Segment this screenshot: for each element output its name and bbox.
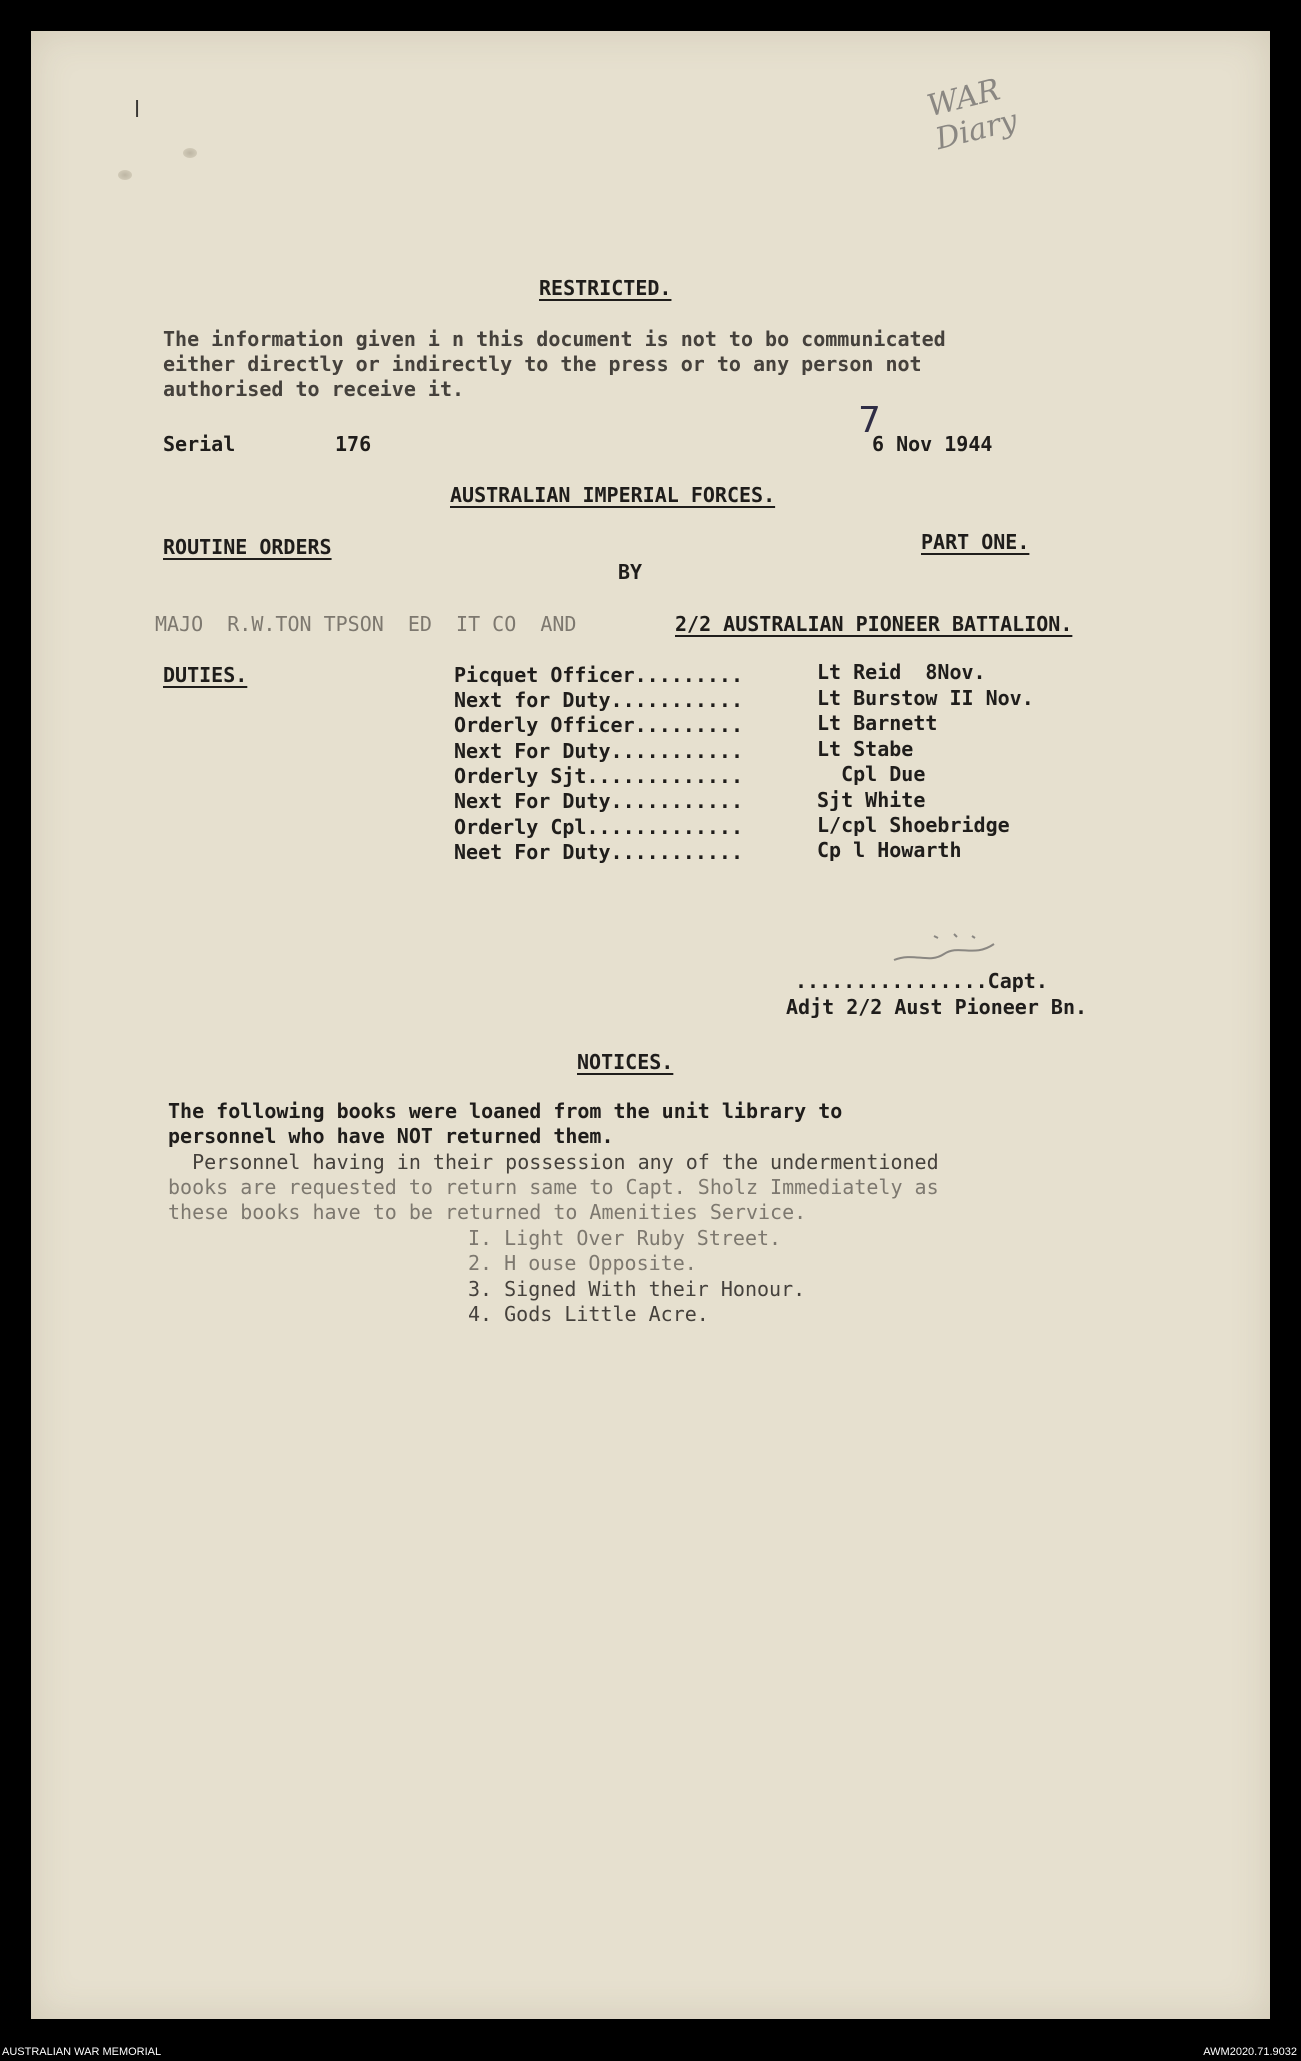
punch-hole [118, 170, 132, 180]
notices-heading: NOTICES. [577, 1050, 674, 1074]
date-correction: 7 [858, 400, 881, 441]
notice-text-line: The following books were loaned from the unit library to [168, 1099, 843, 1123]
notice-text-line: personnel who have NOT returned them. [168, 1124, 614, 1148]
duty-name: Lt Reid 8Nov. [817, 660, 986, 684]
duty-role: Next For Duty........... [454, 739, 743, 763]
footer-left: AUSTRALIAN WAR MEMORIAL [2, 2046, 162, 2058]
margin-mark: l [134, 98, 141, 123]
signature-scrawl [884, 930, 1014, 970]
book-item: 2. H ouse Opposite. [468, 1251, 697, 1275]
notice-line-1: The information given i n this document is not to bo communicated [163, 327, 946, 351]
handwritten-note-text: WAR Diary [923, 72, 1021, 158]
book-item: I. Light Over Ruby Street. [468, 1226, 782, 1250]
notice-faint-line: these books have to be returned to Amenities Service. [168, 1200, 807, 1224]
serial-label: Serial [163, 432, 236, 456]
duty-name: Lt Stabe [817, 737, 914, 761]
signature-line: ................Capt. [795, 969, 1048, 993]
signature-title: Adjt 2/2 Aust Pioneer Bn. [786, 995, 1088, 1019]
duty-name: Cpl Due [817, 762, 926, 786]
restricted-heading: RESTRICTED. [539, 276, 672, 300]
notice-faint-line: Personnel having in their possession any of the undermentioned [168, 1150, 939, 1174]
book-item: 4. Gods Little Acre. [468, 1302, 709, 1326]
footer-right: AWM2020.71.9032 [1203, 2046, 1297, 2058]
punch-hole [183, 148, 197, 158]
book-item: 3. Signed With their Honour. [468, 1277, 806, 1301]
duties-heading: DUTIES. [163, 663, 248, 687]
by-label: BY [618, 560, 643, 584]
notice-line-2: either directly or indirectly to the press or to any person not [163, 352, 922, 376]
serial-value: 176 [335, 432, 372, 456]
duty-role: Orderly Cpl............. [454, 815, 743, 839]
duty-name: Lt Burstow II Nov. [817, 686, 1034, 710]
duty-role: Next For Duty........... [454, 789, 743, 813]
notice-line-3: authorised to receive it. [163, 377, 465, 401]
routine-orders-heading: ROUTINE ORDERS [163, 535, 332, 559]
force-title: AUSTRALIAN IMPERIAL FORCES. [450, 483, 776, 507]
duty-role: Picquet Officer......... [454, 663, 743, 687]
notice-faint-line: books are requested to return same to Capt. Sholz Immediately as [168, 1175, 939, 1199]
duty-role: Next for Duty........... [454, 688, 743, 712]
duty-role: Orderly Officer......... [454, 713, 743, 737]
duty-name: Lt Barnett [817, 711, 938, 735]
command-unit: 2/2 AUSTRALIAN PIONEER BATTALION. [675, 612, 1073, 636]
order-date: 6 Nov 1944 [872, 432, 993, 456]
duty-name: Cp l Howarth [817, 838, 962, 862]
duty-role: Orderly Sjt............. [454, 764, 743, 788]
part-heading: PART ONE. [921, 530, 1030, 554]
duty-name: Sjt White [817, 788, 926, 812]
duty-name: L/cpl Shoebridge [817, 813, 1010, 837]
duty-role: Neet For Duty........... [454, 840, 743, 864]
command-line-faint: MAJO R.W.TON TPSON ED IT CO AND [155, 612, 577, 636]
